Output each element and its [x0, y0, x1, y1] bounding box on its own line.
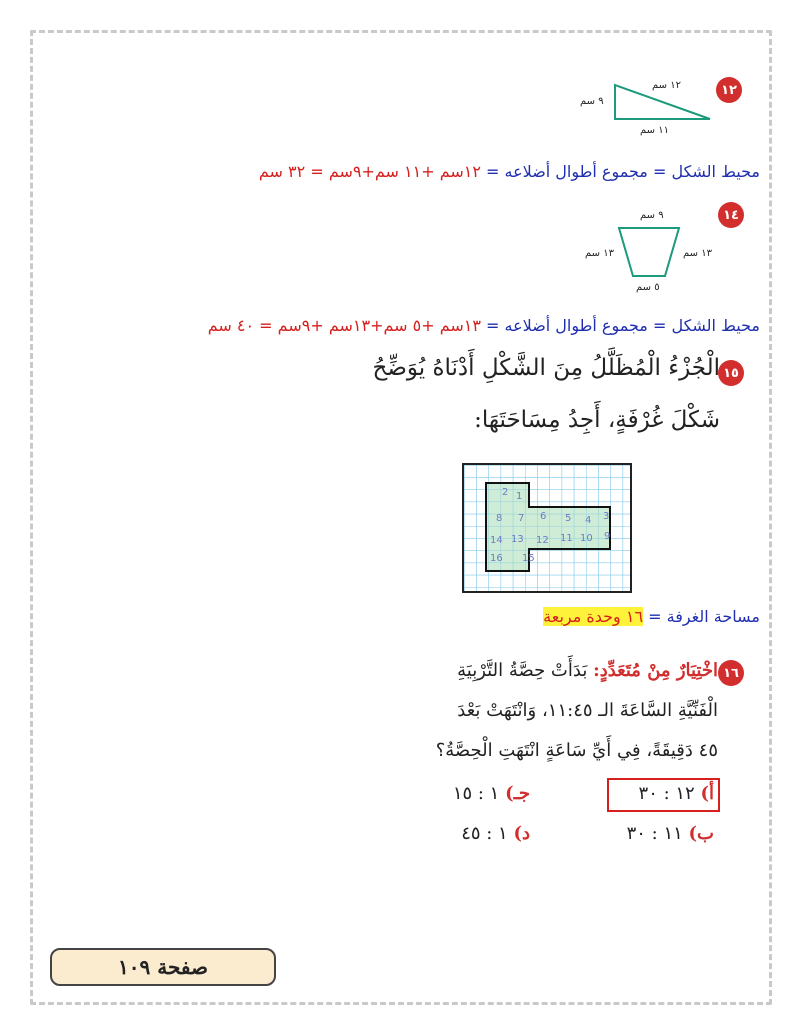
grid-cell-number: 8: [496, 513, 503, 524]
option-a[interactable]: [639, 783, 714, 804]
q16-text-line-2: الْفَنِّيَّةِ السَّاعَةَ الـ ١١:٤٥، وَانْتَهَتْ بَعْدَ: [457, 700, 718, 721]
trapezoid-diagram: [615, 222, 685, 282]
option-b[interactable]: [627, 823, 714, 844]
q16-line-1: بَدَأَتْ حِصَّةُ التَّرْبِيَةِ: [457, 660, 588, 681]
trapezoid-side-top: ٩ سم: [640, 210, 664, 221]
grid-cell-number: 3: [603, 511, 610, 522]
option-c-letter: جـ): [505, 783, 530, 804]
grid-cell-number: 11: [560, 533, 573, 544]
grid-cell-number: 14: [490, 535, 503, 546]
grid-cell-number: 12: [536, 535, 549, 546]
option-a-value: ١٢ : ٣٠: [638, 783, 695, 804]
grid-cell-number: 6: [540, 511, 547, 522]
grid-cell-number: 16: [490, 553, 503, 564]
option-b-value: ١١ : ٣٠: [626, 823, 683, 844]
q15-answer: [543, 607, 760, 626]
option-b-letter: ب): [688, 823, 714, 844]
triangle-side-bottom: ١١ سم: [640, 125, 669, 136]
room-grid: [462, 463, 632, 593]
room-grid-svg: [464, 465, 632, 593]
grid-cell-number: 9: [604, 531, 611, 542]
q15-answer-prefix: مساحة الغرفة =: [643, 607, 760, 626]
q14-answer: [208, 316, 760, 335]
option-c[interactable]: [453, 783, 530, 804]
q14-answer-prefix: محيط الشكل = مجموع أطوال أضلاعه =: [480, 316, 760, 335]
q16-text-line-3: ٤٥ دَقِيقَةً، فِي أَيِّ سَاعَةٍ انْتَهَتِ الْحِصَّةُ؟: [435, 740, 718, 761]
grid-cell-number: 2: [502, 487, 509, 498]
q16-text-line-1: [457, 660, 718, 681]
q16-title: اخْتِيَارٌ مِنْ مُتَعَدِّدٍ:: [593, 660, 718, 681]
option-d[interactable]: [461, 823, 530, 844]
page-number-label: صفحة ١٠٩: [118, 955, 208, 979]
page-number-tab: [50, 948, 276, 986]
option-c-value: ١ : ١٥: [452, 783, 500, 804]
grid-cell-number: 4: [585, 515, 592, 526]
q12-answer-prefix: محيط الشكل = مجموع أطوال أضلاعه =: [480, 162, 760, 181]
trapezoid-side-left: ١٣ سم: [585, 248, 614, 259]
trapezoid-side-right: ١٣ سم: [683, 248, 712, 259]
q12-answer: [259, 162, 760, 181]
q15-answer-value: ١٦ وحدة مربعة: [543, 607, 644, 626]
question-number-12: ١٢: [716, 77, 742, 103]
trapezoid-side-bottom: ٥ سم: [636, 282, 660, 293]
grid-cell-number: 7: [518, 513, 525, 524]
grid-cell-number: 5: [565, 513, 572, 524]
option-d-letter: د): [513, 823, 530, 844]
grid-cell-number: 1: [516, 491, 523, 502]
question-number-16: ١٦: [718, 660, 744, 686]
option-a-letter: أ): [700, 783, 714, 804]
grid-cell-number: 15: [522, 553, 535, 564]
q12-answer-value: ١٢سم +١١ سم+٩سم = ٣٢ سم: [258, 162, 481, 181]
triangle-side-hypotenuse: ١٢ سم: [652, 80, 681, 91]
question-number-14: ١٤: [718, 202, 744, 228]
triangle-side-left: ٩ سم: [580, 96, 604, 107]
q15-text-line-1: الْجُزْءُ الْمُظَلَّلُ مِنَ الشَّكْلِ أَدْنَاهُ يُوَضِّحُ: [372, 355, 720, 381]
q14-answer-value: ١٣سم +٥ سم+١٣سم +٩سم = ٤٠ سم: [207, 316, 481, 335]
question-number-15: ١٥: [718, 360, 744, 386]
option-d-value: ١ : ٤٥: [461, 823, 508, 844]
q15-text-line-2: شَكْلَ غُرْفَةٍ، أَجِدُ مِسَاحَتَهَا:: [474, 407, 720, 433]
grid-cell-number: 13: [511, 534, 524, 545]
grid-cell-number: 10: [580, 533, 593, 544]
